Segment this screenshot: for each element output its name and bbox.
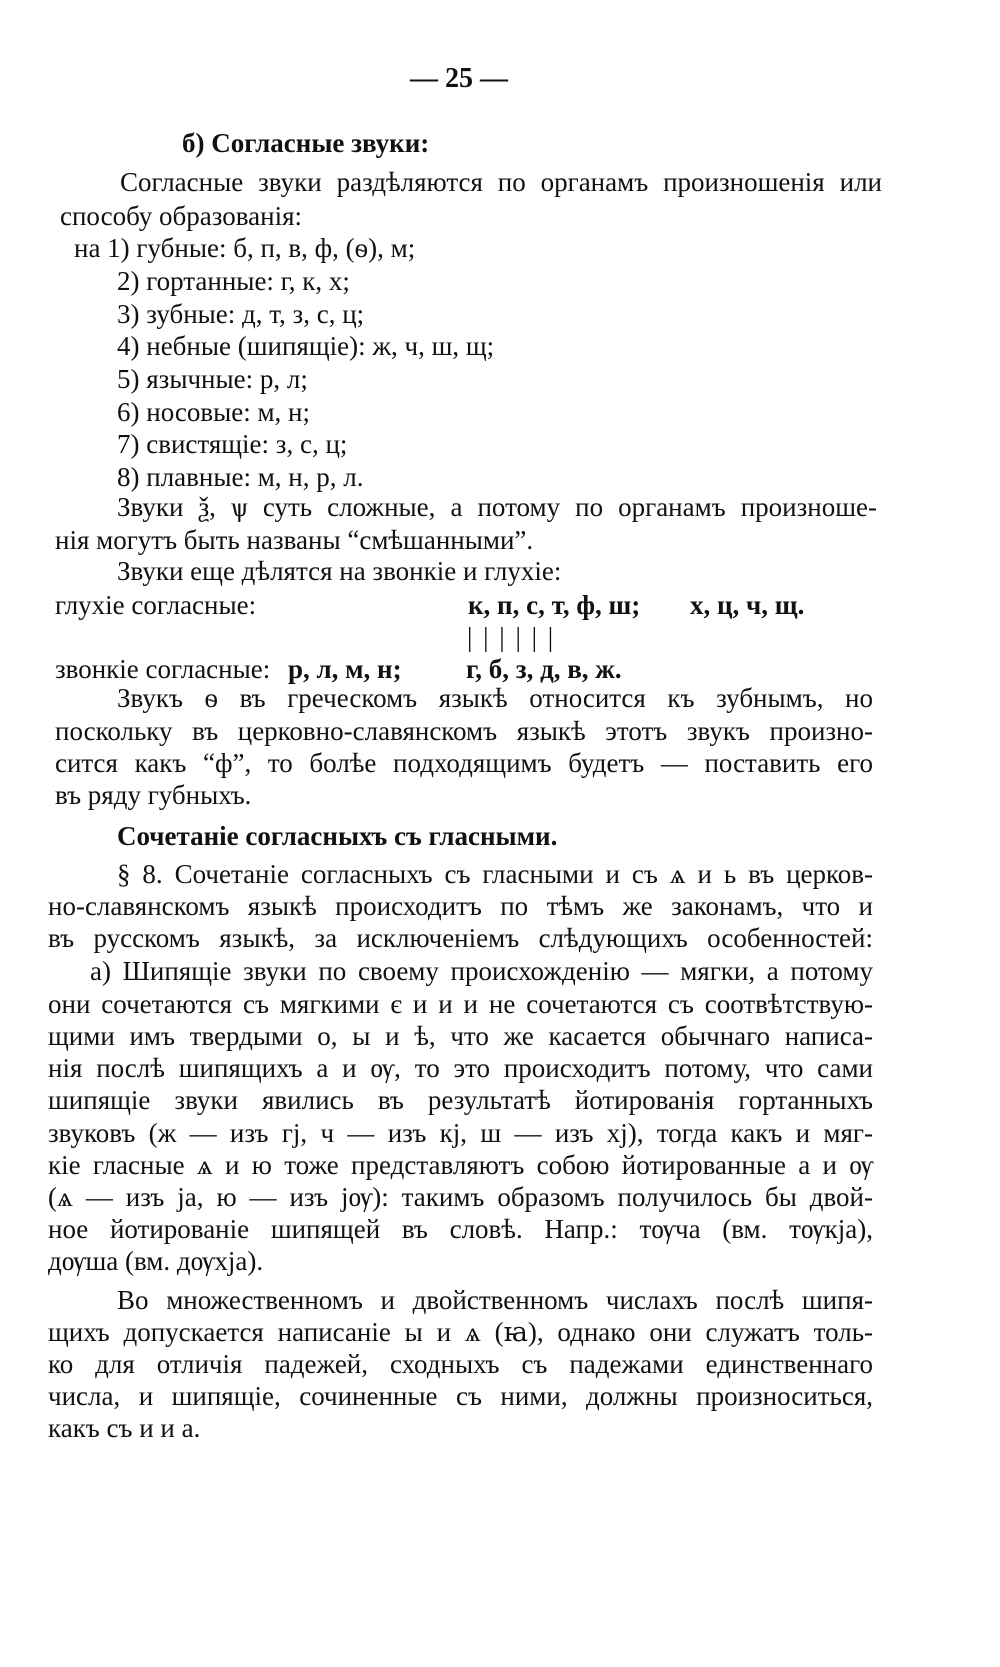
complex-sounds-line-2: нія могутъ быть названы “смѣшанными”.: [55, 525, 534, 555]
para-a-line-9: ное йотированіе шипящей въ словѣ. Напр.: тѹча (вм. тѹкја),: [48, 1214, 873, 1244]
para-plural-line-3: ко для отличія падежей, сходныхъ съ падежами единственнаго: [48, 1349, 873, 1379]
theta-line-2: поскольку въ церковно-славянскомъ языкѣ этотъ звукъ произно-: [55, 716, 873, 746]
voiced-pairs: г, б, з, д, в, ж.: [466, 654, 622, 684]
para8-line-3: въ русскомъ языкѣ, за исключеніемъ слѣдующихъ особенностей:: [48, 923, 873, 953]
list-item-4: 4) небные (шипящіе): ж, ч, ш, щ;: [117, 331, 495, 361]
list-item-1: на 1) губные: б, п, в, ф, (ѳ), м;: [74, 233, 416, 263]
para-plural-line-2: щихъ допускается написаніе ы и ѧ (ꙗ), однако они служатъ толь-: [48, 1317, 873, 1347]
para-plural-line-4: числа, и шипящіе, сочиненные съ ними, должны произноситься,: [48, 1381, 873, 1411]
theta-line-3: сится какъ “ф”, то болѣе подходящимъ будетъ — поставить его: [55, 748, 873, 778]
para-a-line-8: (ѧ — изъ ја, ю — изъ јѹ): такимъ образомъ получилось бы двой-: [48, 1182, 873, 1212]
para8-line-2: но-славянскомъ языкѣ происходитъ по тѣмъ же законамъ, что и: [48, 891, 873, 921]
page-number: — 25 —: [410, 63, 508, 94]
voiceless-rest: х, ц, ч, щ.: [690, 590, 805, 620]
para8-line-1: § 8. Сочетаніе согласныхъ съ гласными и съ ѧ и ь въ церков-: [117, 859, 873, 889]
voiced-intro: Звуки еще дѣлятся на звонкіе и глухіе:: [117, 556, 562, 586]
section-b-heading: б) Согласные звуки:: [182, 128, 430, 158]
voiced-sonorants: р, л, м, н;: [288, 654, 402, 684]
list-item-6: 6) носовые: м, н;: [117, 397, 311, 427]
list-item-2: 2) гортанные: г, к, х;: [117, 266, 350, 296]
para-plural-line-5: какъ съ и и а.: [48, 1413, 201, 1443]
para-a-line-5: шипящіе звуки явились въ результатѣ йотированія гортанныхъ: [48, 1085, 873, 1115]
intro-line-1: Согласные звуки раздѣляются по органамъ произношенія или: [120, 167, 882, 197]
list-item-3: 3) зубные: д, т, з, с, ц;: [117, 299, 365, 329]
theta-line-1: Звукъ ѳ въ греческомъ языкѣ относится къ зубнымъ, но: [117, 683, 873, 713]
para-a-line-2: они сочетаются съ мягкими є и и и не сочетаются съ соотвѣтствую-: [48, 989, 873, 1019]
para-plural-line-1: Во множественномъ и двойственномъ числахъ послѣ шипя-: [117, 1285, 873, 1315]
voiceless-pairs: к, п, с, т, ф, ш;: [468, 590, 641, 620]
pair-bars: | | | | | |: [467, 622, 556, 652]
para-a-line-10: дѹша (вм. дѹхја).: [48, 1246, 264, 1276]
list-item-7: 7) свистящіе: з, с, ц;: [117, 429, 348, 459]
para-a-line-1: а) Шипящіе звуки по своему происхожденію — мягки, а потому: [90, 956, 873, 986]
para-a-line-7: кіе гласные ѧ и ю тоже представляютъ собою йотированные а и ѹ: [48, 1150, 873, 1180]
complex-sounds-line-1: Звуки ѯ, ѱ суть сложные, а потому по органамъ произноше-: [117, 492, 877, 522]
section-heading: Сочетаніе согласныхъ съ гласными.: [117, 821, 558, 851]
voiceless-label: глухіе согласные:: [55, 590, 257, 620]
intro-line-2: способу образованія:: [60, 201, 303, 231]
list-item-5: 5) язычные: р, л;: [117, 364, 308, 394]
theta-line-4: въ ряду губныхъ.: [55, 780, 252, 810]
list-item-8: 8) плавные: м, н, р, л.: [117, 462, 364, 492]
para-a-line-4: нія послѣ шипящихъ а и ѹ, то это происходитъ потому, что сами: [48, 1053, 873, 1083]
voiced-label: звонкіе согласные:: [55, 654, 271, 684]
para-a-line-3: щими имъ твердыми о, ы и ѣ, что же касается обычнаго написа-: [48, 1021, 873, 1051]
para-a-line-6: звуковъ (ж — изъ гј, ч — изъ кј, ш — изъ хј), тогда какъ и мяг-: [48, 1118, 873, 1148]
